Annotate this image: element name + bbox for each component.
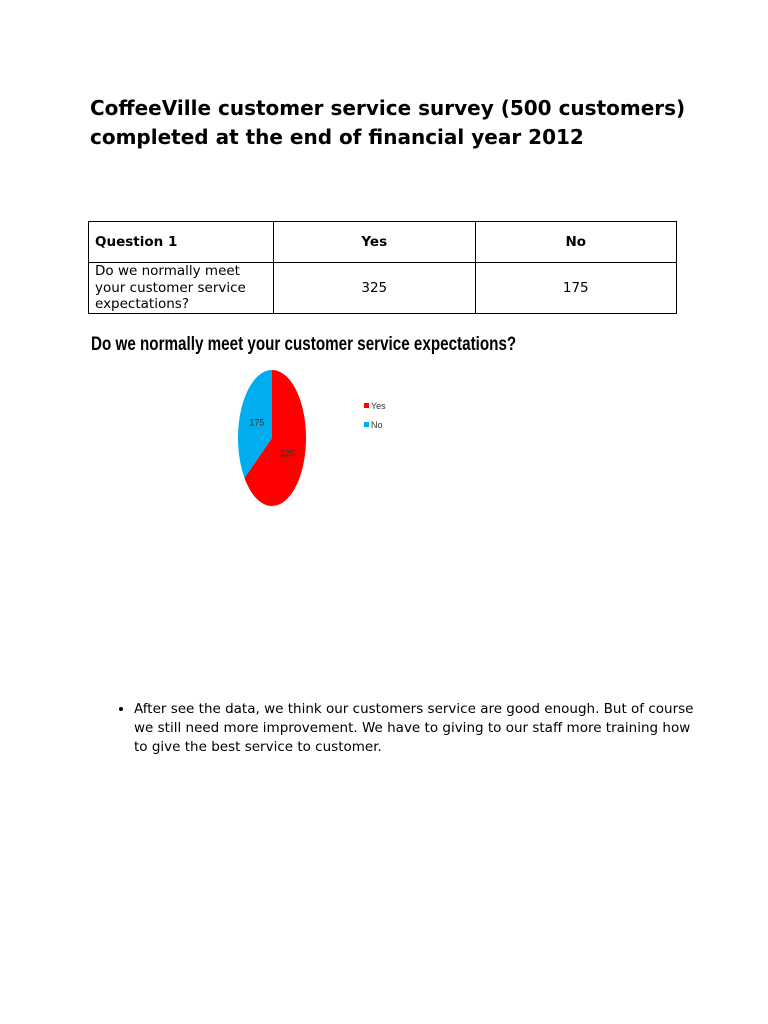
pie-data-label-yes: 325 [279,448,295,459]
chart-legend [364,396,386,434]
list-item: • After see the data, we think our customers service are good enough. But of course we still need more improvement. We have to giving to our staff more training how to give the best service to customer. [134,700,694,757]
header-yes: Yes [274,222,476,263]
legend-swatch-yes [364,403,369,408]
legend-label-yes: Yes [371,400,386,411]
document-title: CoffeeVille customer service survey (500 customers) completed at the end of financial year 2012 [90,96,686,149]
chart-title: Do we normally meet your customer service expectations? [91,333,517,355]
header-no: No [475,222,677,263]
row-yes-value: 325 [274,263,476,314]
row-question: Do we normally meet your customer service expectations? [89,263,274,314]
legend-swatch-no [364,422,369,427]
legend-label-no: No [371,419,383,430]
pie-data-label-no: 175 [249,417,265,428]
header-question: Question 1 [89,222,274,263]
legend-item-no [364,415,386,434]
notes-list [104,700,694,757]
legend-item-yes [364,396,386,415]
row-no-value: 175 [475,263,677,314]
